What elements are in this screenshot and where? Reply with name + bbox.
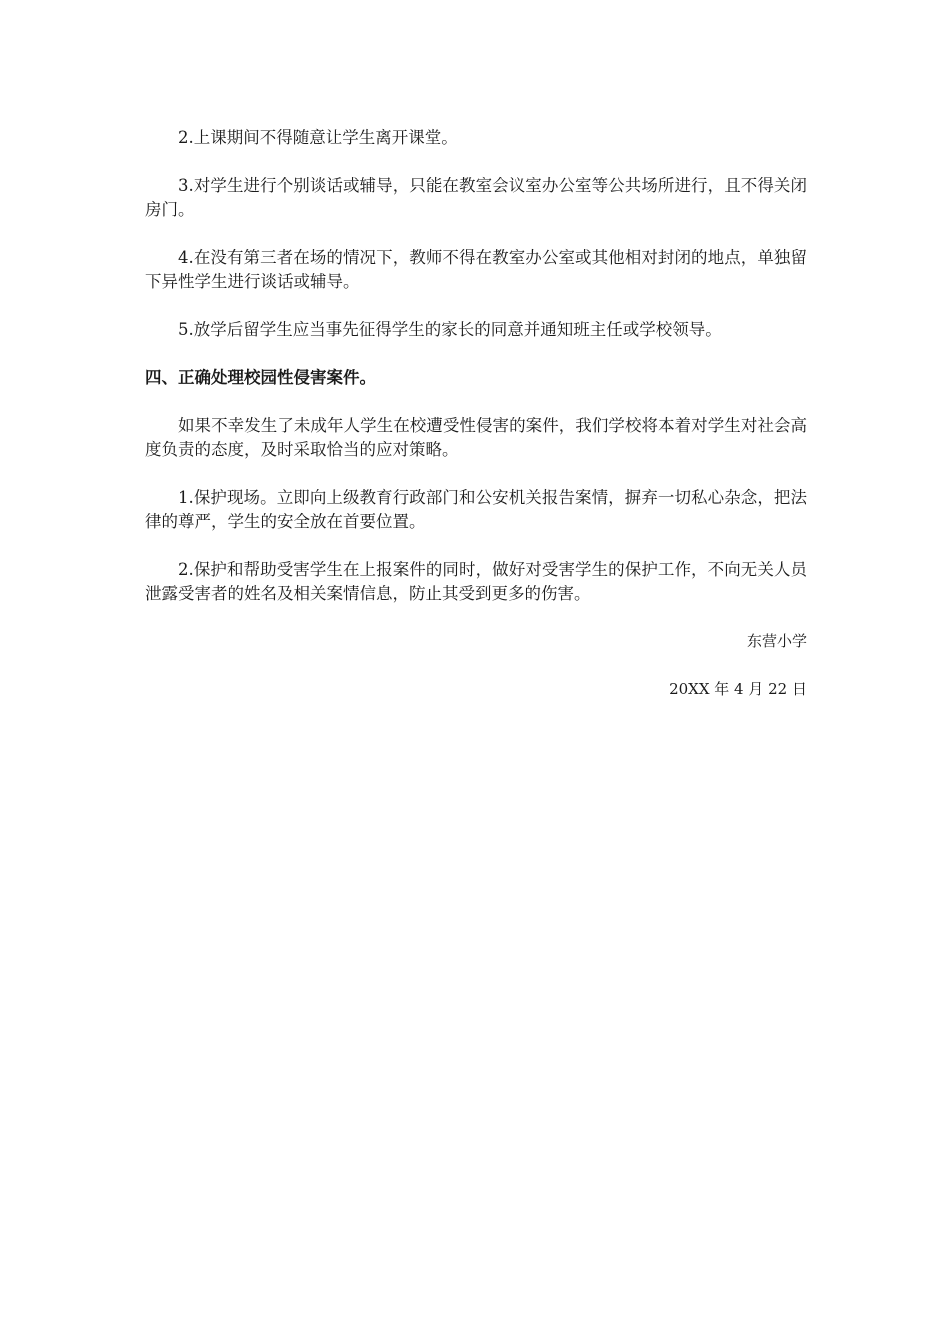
paragraph-rule-2: 2.上课期间不得随意让学生离开课堂。 <box>178 128 458 147</box>
paragraph-rule-3: 3.对学生进行个别谈话或辅导，只能在教室会议室办公室等公共场所进行，且不得关闭房门。 <box>145 176 807 219</box>
paragraph-step-2: 2.保护和帮助受害学生在上报案件的同时，做好对受害学生的保护工作，不向无关人员泄露受害者的姓名及相关案情信息，防止其受到更多的伤害。 <box>145 560 807 603</box>
paragraph-rule-5: 5.放学后留学生应当事先征得学生的家长的同意并通知班主任或学校领导。 <box>178 320 722 339</box>
paragraph-step-1: 1.保护现场。立即向上级教育行政部门和公安机关报告案情，摒弃一切私心杂念，把法律的尊严，学生的安全放在首要位置。 <box>145 488 807 531</box>
paragraph-intro: 如果不幸发生了未成年人学生在校遭受性侵害的案件，我们学校将本着对学生对社会高度负责的态度，及时采取恰当的应对策略。 <box>145 416 807 459</box>
section-heading: 四、正确处理校园性侵害案件。 <box>145 368 376 387</box>
paragraph-rule-4: 4.在没有第三者在场的情况下，教师不得在教室办公室或其他相对封闭的地点，单独留下异性学生进行谈话或辅导。 <box>145 248 807 291</box>
signature: 东营小学 <box>746 632 807 650</box>
date: 20XX 年 4 月 22 日 <box>669 680 807 698</box>
